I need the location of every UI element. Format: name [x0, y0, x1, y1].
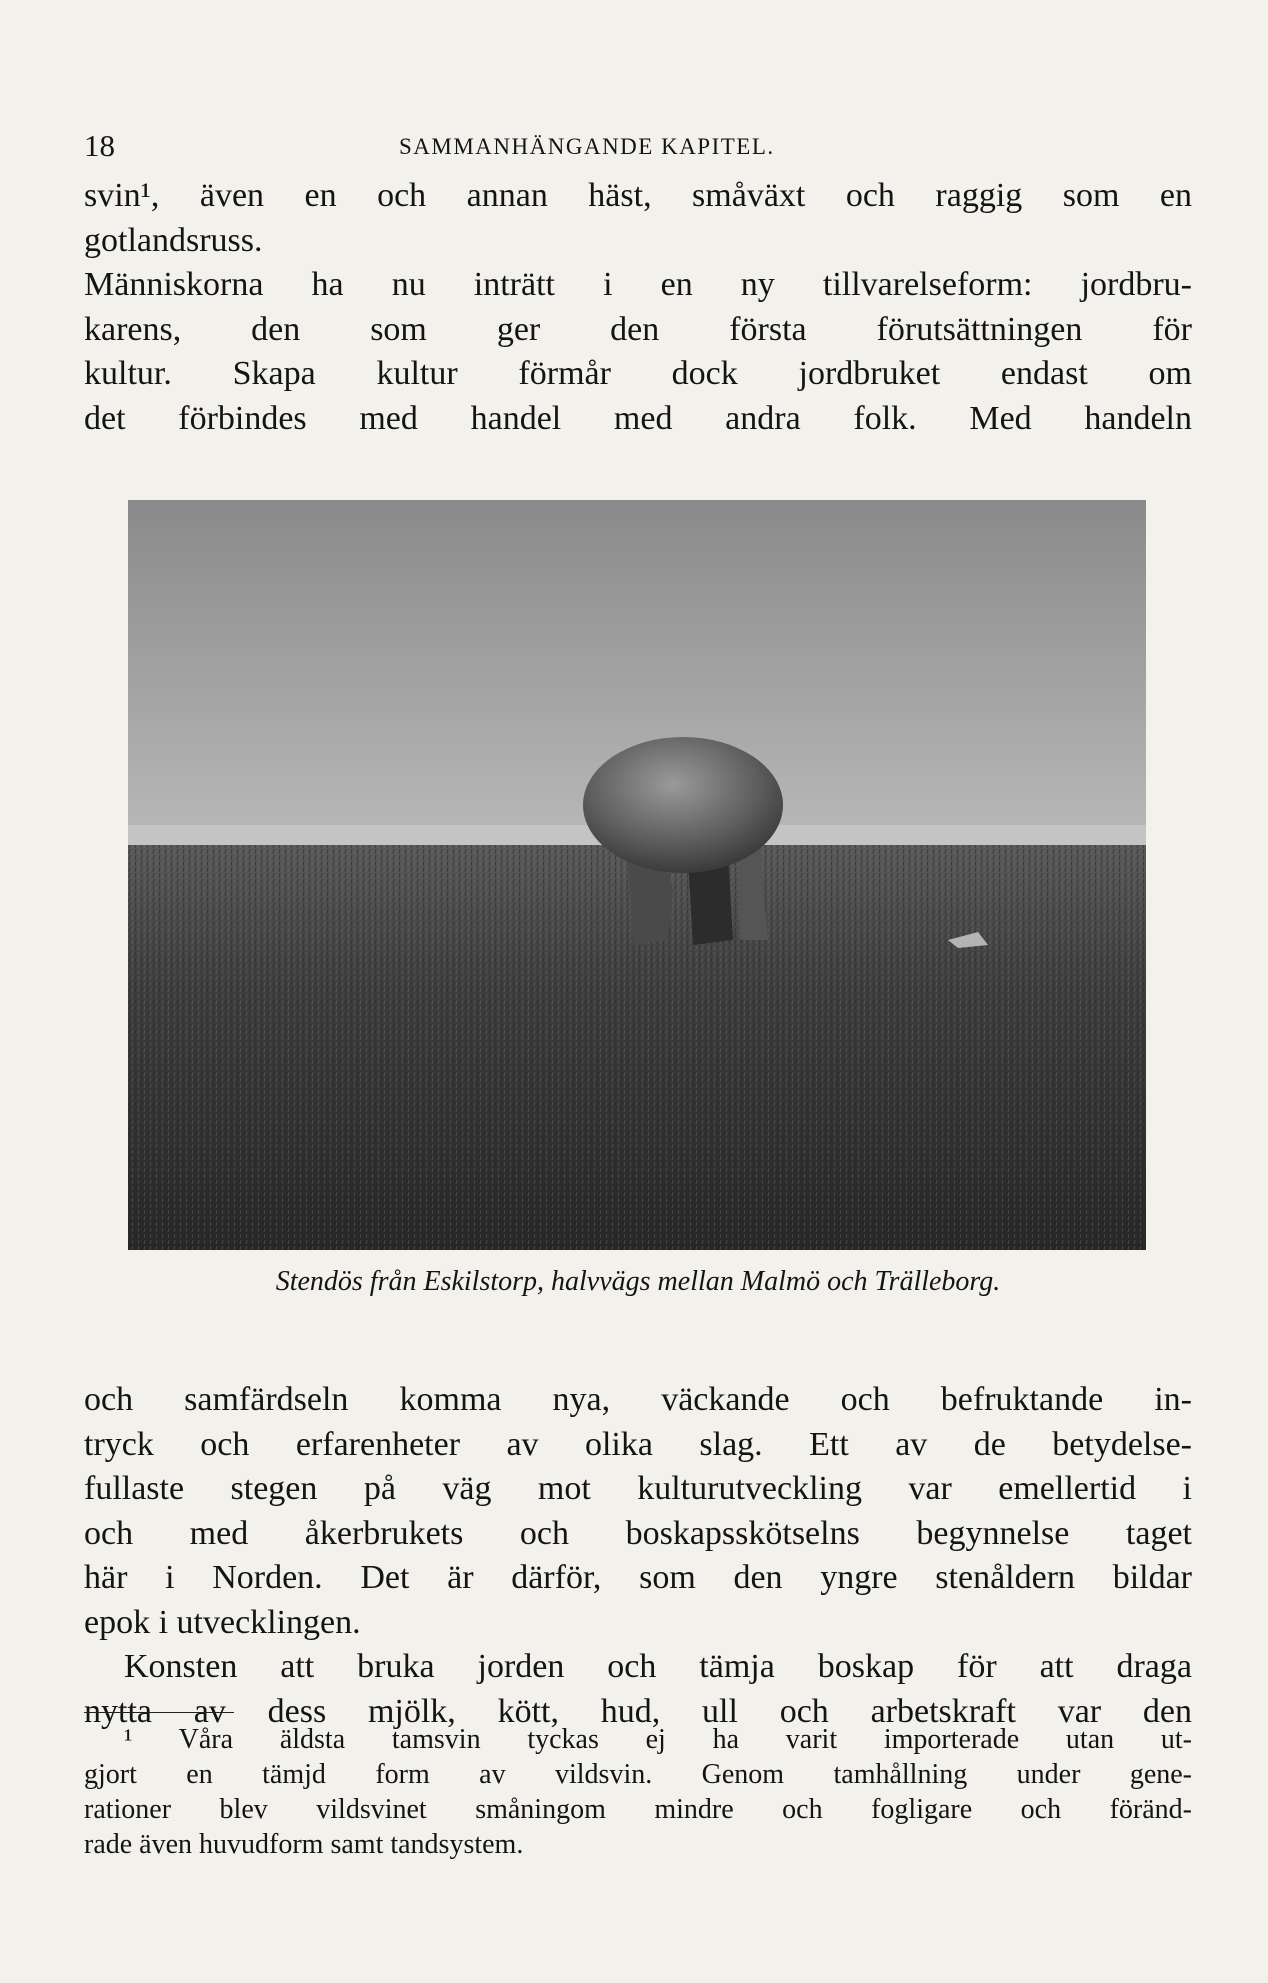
footnote-line: rationer blev vildsvinet småningom mindre och fogligare och föränd-: [84, 1794, 1192, 1825]
text-line: karens, den som ger den första förutsättningen för: [84, 310, 1192, 348]
text-line: och samfärdseln komma nya, väckande och befruktande in-: [84, 1381, 1192, 1418]
text-line: och med åkerbrukets och boskapsskötselns begynnelse taget: [84, 1514, 1192, 1552]
text-line: epok i utvecklingen.: [84, 1603, 361, 1641]
footnote-line: ¹ Våra äldsta tamsvin tyckas ej ha varit importerade utan ut-: [124, 1724, 1192, 1755]
running-head: SAMMANHÄNGANDE KAPITEL.: [399, 134, 775, 159]
text-line: här i Norden. Det är därför, som den yngre stenåldern bildar: [84, 1559, 1192, 1596]
text-line: svin¹, även en och annan häst, småväxt och raggig som en: [84, 177, 1192, 214]
paragraph-bottom: [84, 1378, 1192, 1734]
text-line: gotlandsruss.: [84, 221, 263, 259]
footnote-divider: [84, 1712, 234, 1713]
text-line: Konsten att bruka jorden och tämja boskap för att draga: [124, 1648, 1192, 1685]
paragraph-top: [84, 174, 1192, 441]
dolmen-photo: [128, 500, 1146, 1250]
page-header: [84, 128, 1192, 168]
text-line: kultur. Skapa kultur förmår dock jordbruket endast om: [84, 355, 1192, 392]
text-line: nytta av dess mjölk, kött, hud, ull och arbetskraft var den: [84, 1692, 1192, 1730]
page-number: 18: [84, 128, 115, 163]
footnote-line: rade även huvudform samt tandsystem.: [84, 1829, 524, 1860]
text-line: det förbindes med handel med andra folk. Med handeln: [84, 399, 1192, 437]
text-line: Människorna ha nu inträtt i en ny tillvarelseform: jordbru-: [84, 266, 1192, 303]
text-line: fullaste stegen på väg mot kulturutveckling var emellertid i: [84, 1470, 1192, 1507]
footnote: [84, 1722, 1192, 1862]
figure-caption: Stendös från Eskilstorp, halvvägs mellan Malmö och Trälleborg.: [275, 1266, 1001, 1297]
text-line: tryck och erfarenheter av olika slag. Ett av de betydelse-: [84, 1425, 1192, 1463]
footnote-line: gjort en tämjd form av vildsvin. Genom tamhållning under gene-: [84, 1759, 1192, 1790]
